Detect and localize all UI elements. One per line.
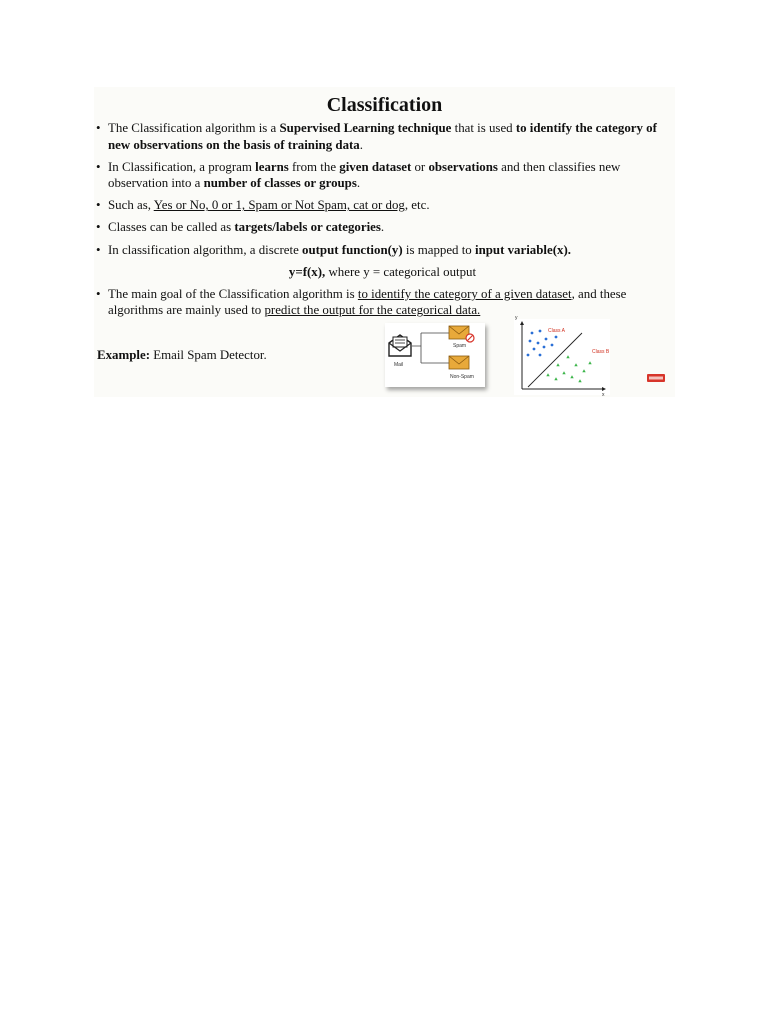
class-a-point xyxy=(539,354,542,357)
class-b-point xyxy=(582,369,585,372)
class-b-point xyxy=(566,355,569,358)
spam-label: Spam xyxy=(453,343,467,349)
class-a-point xyxy=(527,354,530,357)
class-a-label: Class A xyxy=(548,328,565,334)
classification-scatter-diagram xyxy=(514,315,610,398)
mail-label: Mail xyxy=(394,362,404,368)
class-a-point xyxy=(539,330,542,333)
class-a-point xyxy=(555,336,558,339)
class-a-point xyxy=(545,338,548,341)
x-axis-arrow xyxy=(602,387,606,391)
y-axis-label: y xyxy=(515,315,518,321)
presenter-logo-icon xyxy=(647,374,665,382)
bullet-item: • Such as, Yes or No, 0 or 1, Spam or Not Spam, cat or dog, etc. xyxy=(95,197,670,214)
class-a-point xyxy=(533,348,536,351)
bullet-item: • In classification algorithm, a discrete output function(y) is mapped to input variable(x). xyxy=(95,242,670,259)
class-b-point xyxy=(570,375,573,378)
connector-lines xyxy=(412,333,449,363)
bullet-item: • The main goal of the Classification algorithm is to identify the category of a given dataset, and these algorithms are mainly used to predict the output for the categorical data. xyxy=(95,286,670,319)
bullet-item: • Classes can be called as targets/labels or categories. xyxy=(95,219,670,236)
class-b-point xyxy=(556,363,559,366)
nonspam-envelope-icon xyxy=(449,356,469,369)
bullet-item: • In Classification, a program learns from the given dataset or observations and then classifies new observation into a number of classes or groups. xyxy=(95,159,670,192)
mail-icon xyxy=(389,335,411,356)
formula-line: y=f(x), where y = categorical output xyxy=(288,264,477,279)
class-b-point xyxy=(574,363,577,366)
class-a-point xyxy=(531,332,534,335)
slide-title: Classification xyxy=(326,94,443,116)
y-axis-arrow xyxy=(520,321,524,325)
class-b-point xyxy=(578,379,581,382)
class-b-point xyxy=(546,373,549,376)
class-b-point xyxy=(562,371,565,374)
class-b-point xyxy=(554,377,557,380)
class-a-point xyxy=(537,342,540,345)
decision-boundary xyxy=(528,333,582,387)
class-a-point xyxy=(529,340,532,343)
x-axis-label: x xyxy=(602,392,605,398)
bullet-list xyxy=(95,120,670,324)
nonspam-label: Non-Spam xyxy=(450,374,474,380)
spam-detector-diagram xyxy=(385,323,485,387)
example-line: Example: Email Spam Detector. xyxy=(97,348,267,362)
spam-envelope-icon xyxy=(449,326,474,342)
class-b-points xyxy=(546,355,591,382)
class-b-point xyxy=(588,361,591,364)
class-a-point xyxy=(551,344,554,347)
bullet-item: • The Classification algorithm is a Supervised Learning technique that is used to identify the category of new observations on the basis of training data. xyxy=(95,120,670,153)
slide xyxy=(94,87,675,397)
class-b-label: Class B xyxy=(592,349,610,355)
class-a-point xyxy=(543,346,546,349)
